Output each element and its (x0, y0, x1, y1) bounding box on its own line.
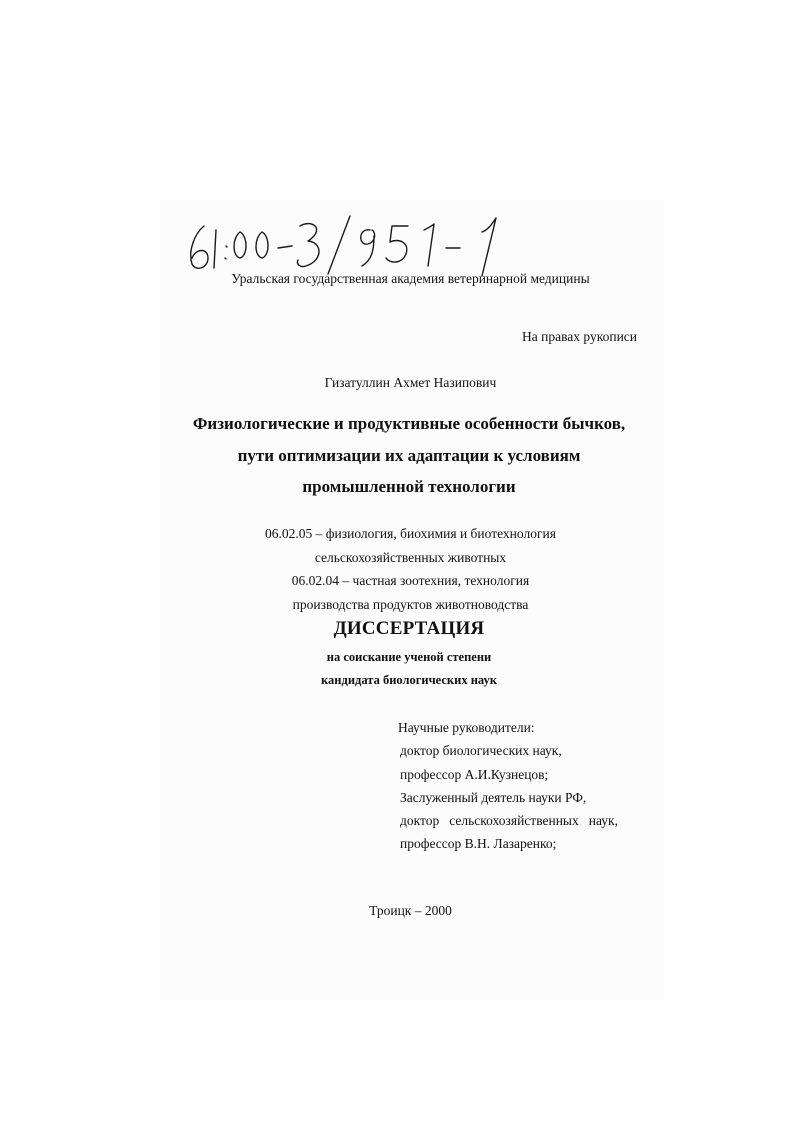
supervisor-2-degree-word-2: сельскохозяйственных (449, 813, 579, 829)
supervisor-2-title: Заслуженный деятель науки РФ, (400, 789, 587, 805)
supervisors-heading: Научные руководители: (398, 720, 535, 735)
handwritten-number-drawing (182, 208, 522, 278)
degree-line-1: на соискание ученой степени (326, 650, 492, 664)
title-line-2: пути оптимизации их адаптации к условиям (237, 446, 581, 465)
supervisors-block (398, 716, 618, 856)
specialty-line-2: сельскохозяйственных животных (314, 550, 507, 565)
supervisor-1-degree: доктор биологических наук, (400, 743, 562, 759)
degree-line-2: кандидата биологических наук (321, 673, 497, 687)
specialty-line-4: производства продуктов животноводства (292, 597, 529, 612)
supervisor-2-degree-word-3: наук, (588, 813, 618, 829)
supervisor-2-degree (398, 809, 618, 832)
rights-note: На правах рукописи (522, 329, 638, 344)
handwritten-registration-number (182, 208, 522, 278)
institution-name: Уральская государственная академия ветеринарной медицины (231, 271, 590, 286)
title-line-3: промышленной технологии (302, 477, 516, 496)
work-type-heading: ДИССЕРТАЦИЯ (333, 618, 485, 639)
specialty-line-1: 06.02.05 – физиология, биохимия и биотехнология (265, 526, 556, 541)
title-line-1: Физиологические и продуктивные особенности бычков, (192, 414, 626, 433)
specialty-line-3: 06.02.04 – частная зоотехния, технология (291, 573, 530, 588)
supervisor-1-name: профессор А.И.Кузнецов; (400, 766, 549, 782)
author-name: Гизатуллин Ахмет Назипович (324, 375, 497, 390)
supervisor-2-name: профессор В.Н. Лазаренко; (400, 836, 557, 852)
place-and-year: Троицк – 2000 (369, 903, 452, 918)
supervisor-2-degree-word-1: доктор (400, 813, 440, 829)
